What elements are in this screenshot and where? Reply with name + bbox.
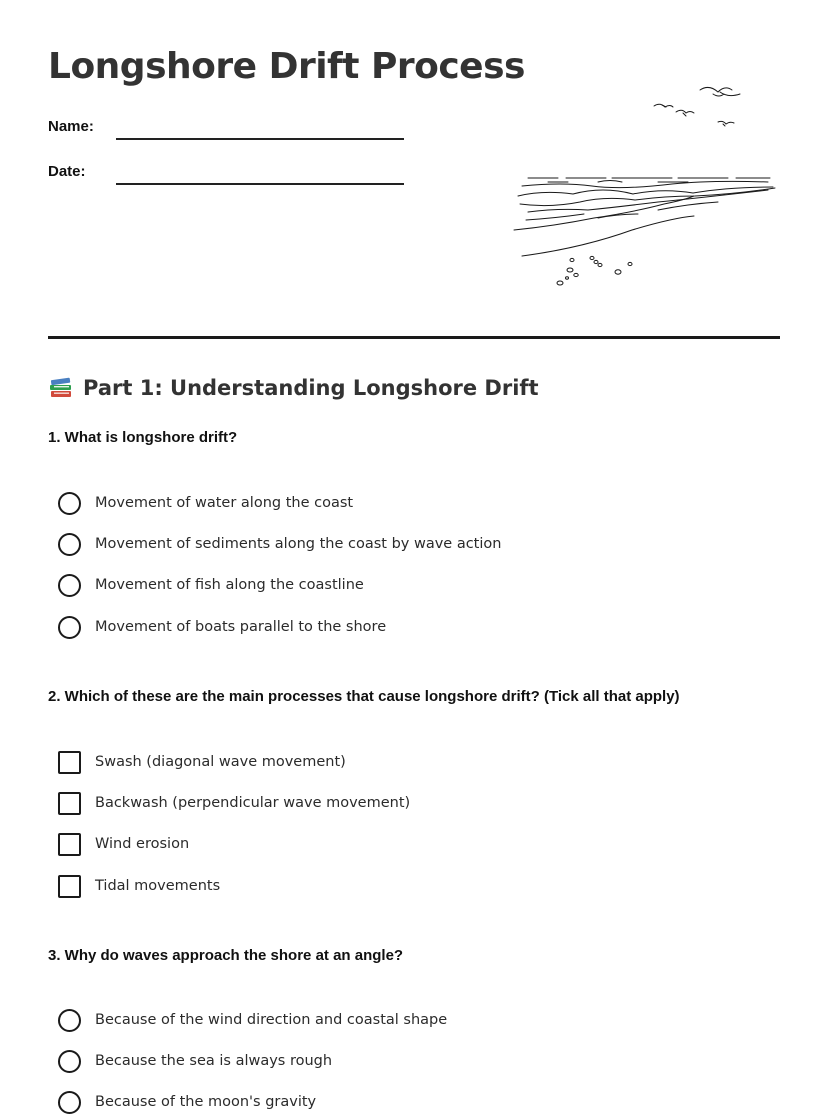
q1-option-3-label: Movement of fish along the coastline (95, 577, 364, 593)
radio-button[interactable] (58, 492, 81, 515)
checkbox[interactable] (58, 833, 81, 856)
q2-option-4[interactable] (58, 874, 220, 898)
q1-option-1-label: Movement of water along the coast (95, 495, 354, 511)
date-field[interactable] (48, 163, 408, 187)
worksheet-title: Longshore Drift Process (48, 46, 525, 87)
q3-option-3-label: Because of the moon's gravity (95, 1094, 317, 1110)
part1-heading (48, 375, 539, 401)
q2-option-2-label: Backwash (perpendicular wave movement) (95, 795, 411, 811)
q1-option-4-label: Movement of boats parallel to the shore (95, 619, 387, 635)
checkbox[interactable] (58, 751, 81, 774)
q1-option-4[interactable] (58, 615, 386, 639)
q3-option-2-label: Because the sea is always rough (95, 1053, 333, 1069)
q1-option-3[interactable] (58, 573, 364, 597)
part1-title: Part 1: Understanding Longshore Drift (83, 376, 539, 400)
name-label: Name: (48, 118, 94, 135)
q3-option-1-label: Because of the wind direction and coastal shape (95, 1012, 448, 1028)
radio-button[interactable] (58, 1009, 81, 1032)
question-1: 1. What is longshore drift? (48, 429, 238, 446)
name-input-line[interactable] (116, 138, 404, 140)
q1-option-1[interactable] (58, 491, 353, 515)
q1-option-2[interactable] (58, 532, 501, 556)
beach-waves-seagulls-icon (508, 78, 782, 292)
radio-button[interactable] (58, 1050, 81, 1073)
name-field[interactable] (48, 118, 408, 142)
question-2: 2. Which of these are the main processes that cause longshore drift? (Tick all that apply) (48, 688, 680, 705)
radio-button[interactable] (58, 1091, 81, 1114)
q2-option-1[interactable] (58, 750, 346, 774)
checkbox[interactable] (58, 875, 81, 898)
section-divider (48, 336, 780, 339)
q2-option-4-label: Tidal movements (95, 878, 221, 894)
books-icon (48, 375, 74, 401)
radio-button[interactable] (58, 574, 81, 597)
q3-option-2[interactable] (58, 1049, 332, 1073)
q3-option-3[interactable] (58, 1090, 316, 1114)
date-label: Date: (48, 163, 86, 180)
date-input-line[interactable] (116, 183, 404, 185)
checkbox[interactable] (58, 792, 81, 815)
radio-button[interactable] (58, 616, 81, 639)
question-3: 3. Why do waves approach the shore at an angle? (48, 947, 404, 964)
q2-option-2[interactable] (58, 791, 410, 815)
q2-option-1-label: Swash (diagonal wave movement) (95, 754, 346, 770)
q3-option-1[interactable] (58, 1008, 447, 1032)
q1-option-2-label: Movement of sediments along the coast by wave action (95, 536, 502, 552)
radio-button[interactable] (58, 533, 81, 556)
q2-option-3[interactable] (58, 832, 189, 856)
q2-option-3-label: Wind erosion (95, 836, 190, 852)
